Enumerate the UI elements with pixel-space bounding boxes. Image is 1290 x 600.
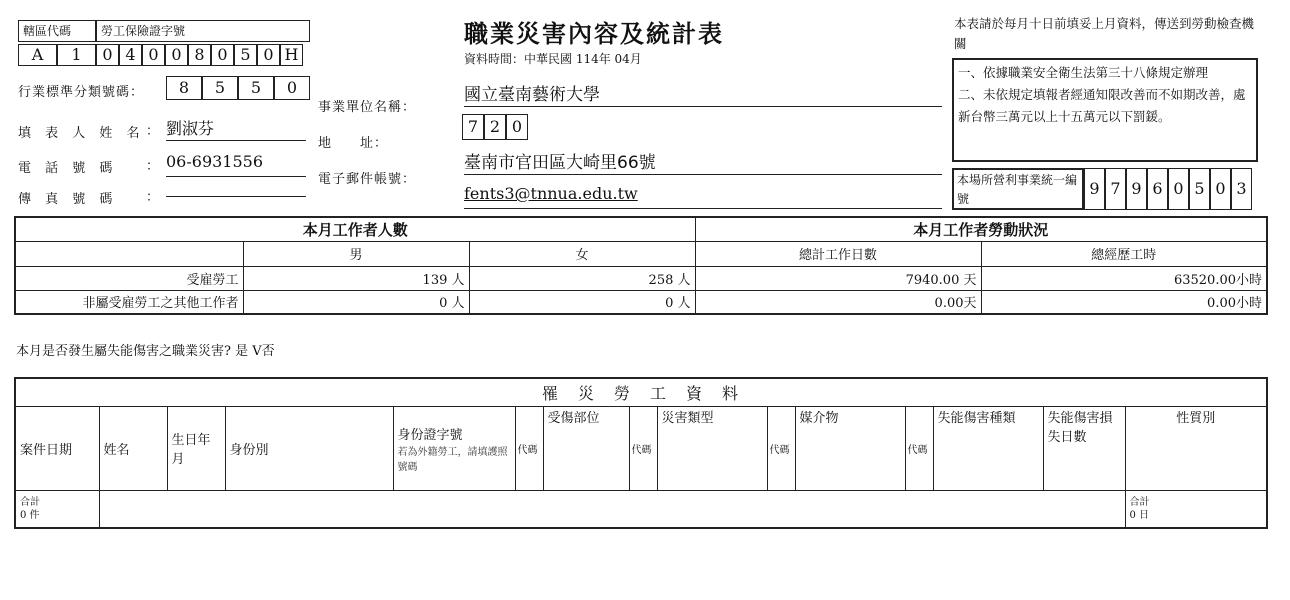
insurance-digit: 0	[165, 44, 188, 66]
col-identity: 身份別	[225, 406, 393, 490]
code-cell: 代碼	[515, 406, 543, 490]
workers-title: 本月工作者人數	[15, 217, 695, 241]
total-left	[15, 490, 99, 528]
district-code-block	[18, 20, 310, 66]
colon: ：	[146, 159, 160, 174]
tax-id-digit: 9	[1126, 168, 1147, 210]
filler-label: 填 表 人 姓 名	[18, 126, 145, 141]
code-cell: 代碼	[629, 406, 657, 490]
fax-label: 傳 真 號 碼	[18, 192, 118, 207]
period: 資料時間：中華民國 114年 04月	[464, 52, 642, 66]
col-name: 姓名	[99, 406, 167, 490]
table-row	[15, 266, 1267, 290]
male-header: 男	[243, 241, 469, 266]
tax-id-block	[952, 168, 1252, 210]
phone-value: 06-6931556	[166, 152, 306, 177]
industry-digit: 5	[202, 76, 238, 100]
insurance-digit: 0	[211, 44, 234, 66]
notice: 本表請於每月十日前填妥上月資料，傳送到勞動檢查機關	[954, 16, 1255, 51]
insurance-digit: 0	[96, 44, 119, 66]
days-header: 總計工作日數	[695, 241, 981, 266]
hours-value: 63520.00小時	[981, 266, 1267, 290]
email-value: fents3@tnnua.edu.tw	[464, 184, 942, 209]
tax-id-digit: 3	[1231, 168, 1252, 210]
total-right-value: 0 日	[1129, 509, 1150, 521]
address-label: 地 址：	[318, 136, 389, 151]
phone-label: 電 話 號 碼	[18, 161, 118, 176]
address-value: 臺南市官田區大崎里66號	[464, 148, 942, 175]
rule-item: 一、依據職業安全衛生法第三十八條規定辦理	[958, 65, 1209, 80]
page-title: 職業災害內容及統計表	[464, 19, 724, 48]
insurance-digit: H	[280, 44, 303, 66]
stats-table	[14, 216, 1268, 315]
disability-question: 本月是否發生屬失能傷害之職業災害? 是 V否	[16, 344, 275, 359]
tax-id-digit: 6	[1147, 168, 1168, 210]
row-label: 受雇勞工	[15, 266, 243, 290]
col-date: 案件日期	[15, 406, 99, 490]
male-count: 0 人	[243, 290, 469, 314]
district-code-digit: 1	[57, 44, 96, 66]
hours-value: 0.00小時	[981, 290, 1267, 314]
insurance-digit: 8	[188, 44, 211, 66]
id-no-note: 若為外籍勞工，請填護照號碼	[397, 446, 508, 473]
tax-id-digit: 9	[1084, 168, 1105, 210]
disaster-table	[14, 377, 1268, 529]
colon: ：	[146, 124, 160, 139]
tax-id-digit: 0	[1210, 168, 1231, 210]
postal-code	[462, 114, 528, 140]
col-media: 媒介物	[795, 406, 905, 490]
days-value: 7940.00 天	[695, 266, 981, 290]
female-header: 女	[469, 241, 695, 266]
postal-digit: 7	[462, 114, 484, 140]
fax-value	[166, 178, 306, 197]
total-empty	[99, 490, 1125, 528]
labor-title: 本月工作者勞動狀況	[695, 217, 1267, 241]
col-birth: 生日年月	[167, 406, 225, 490]
industry-digit: 0	[274, 76, 310, 100]
tax-id-digit: 0	[1168, 168, 1189, 210]
district-code-digit: A	[18, 44, 57, 66]
industry-digit: 8	[166, 76, 202, 100]
days-value: 0.00天	[695, 290, 981, 314]
district-code-label: 轄區代碼	[18, 20, 96, 42]
hours-header: 總經歷工時	[981, 241, 1267, 266]
postal-digit: 0	[506, 114, 528, 140]
male-count: 139 人	[243, 266, 469, 290]
total-right	[1125, 490, 1267, 528]
tax-id-digit: 7	[1105, 168, 1126, 210]
unit-name: 國立臺南藝術大學	[464, 80, 942, 107]
female-count: 258 人	[469, 266, 695, 290]
total-left-label: 合計	[20, 496, 40, 508]
industry-digit: 5	[238, 76, 274, 100]
col-injury-part: 受傷部位	[543, 406, 629, 490]
email-label: 電子郵件帳號：	[318, 172, 417, 187]
insurance-digit: 0	[257, 44, 280, 66]
tax-id-label: 本場所營利事業統一編號	[952, 168, 1084, 210]
filler-name: 劉淑芬	[166, 116, 306, 141]
col-loss-days: 失能傷害損失日數	[1043, 406, 1125, 490]
industry-code	[166, 76, 310, 100]
postal-digit: 2	[484, 114, 506, 140]
insurance-no-label: 勞工保險證字號	[96, 20, 310, 42]
code-cell: 代碼	[905, 406, 933, 490]
col-type: 災害類型	[657, 406, 767, 490]
insurance-digit: 4	[119, 44, 142, 66]
rules-box	[952, 58, 1258, 162]
col-id-no	[393, 406, 515, 490]
unit-name-label: 事業單位名稱：	[318, 100, 417, 115]
tax-id-digit: 5	[1189, 168, 1210, 210]
code-cell: 代碼	[767, 406, 795, 490]
id-no-label: 身份證字號	[397, 427, 463, 443]
col-injury-kind: 失能傷害種類	[933, 406, 1043, 490]
col-gender: 性質別	[1125, 406, 1267, 490]
industry-label: 行業標準分類號碼：	[18, 85, 145, 100]
disaster-title: 罹 災 勞 工 資 料	[15, 378, 1267, 406]
total-right-label: 合計	[1129, 496, 1150, 508]
colon: ：	[146, 190, 160, 205]
total-left-value: 0 件	[20, 509, 40, 521]
rule-item: 二、未依規定填報者經通知限改善而不如期改善，處新台幣三萬元以上十五萬元以下罰鍰。	[958, 87, 1246, 124]
insurance-digit: 0	[142, 44, 165, 66]
female-count: 0 人	[469, 290, 695, 314]
row-label: 非屬受雇勞工之其他工作者	[15, 290, 243, 314]
insurance-digit: 5	[234, 44, 257, 66]
table-row	[15, 290, 1267, 314]
